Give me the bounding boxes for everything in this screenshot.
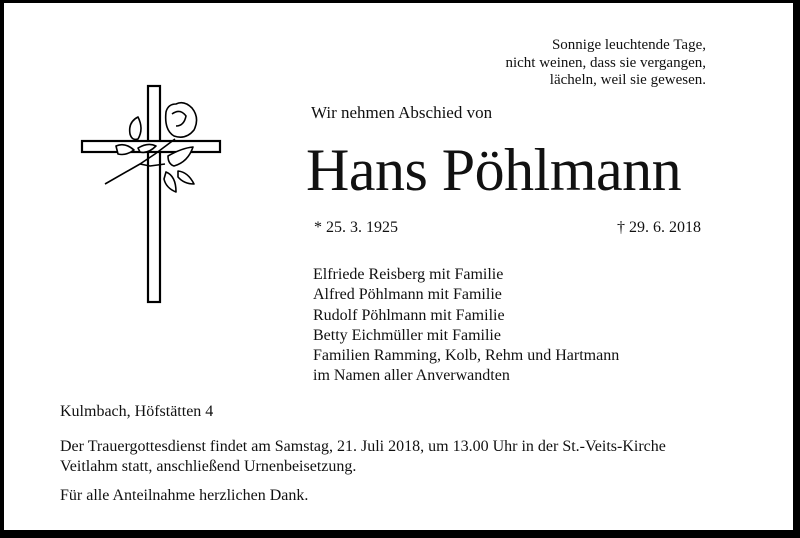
intro-text: Wir nehmen Abschied von (311, 103, 493, 122)
service-info (60, 437, 666, 477)
mourner: Elfriede Reisberg mit Familie (313, 266, 504, 283)
deceased-name: Hans Pöhlmann (306, 137, 682, 203)
motto-verse (505, 37, 706, 90)
service-line: Der Trauergottesdienst findet am Samstag, 21. Juli 2018, um 13.00 Uhr in der St.-Veits-Kirche (60, 438, 666, 455)
motto-line: Sonnige leuchtende Tage, (551, 37, 706, 53)
death-date: † 29. 6. 2018 (617, 219, 701, 236)
mourner: Betty Eichmüller mit Familie (313, 326, 501, 344)
service-line: Veitlahm statt, anschließend Urnenbeisetzung. (60, 458, 357, 475)
address: Kulmbach, Höfstätten 4 (60, 403, 214, 420)
thanks-text: Für alle Anteilnahme herzlichen Dank. (60, 487, 309, 504)
mourners-list (313, 265, 619, 387)
mourner: Rudolf Pöhlmann mit Familie (313, 306, 505, 324)
mourner: im Namen aller Anverwandten (313, 367, 510, 385)
birth-date: * 25. 3. 1925 (314, 219, 398, 236)
motto-line: lächeln, weil sie gewesen. (549, 72, 706, 88)
motto-line: nicht weinen, dass sie vergangen, (505, 54, 706, 71)
mourner: Alfred Pöhlmann mit Familie (313, 286, 502, 304)
mourner: Familien Ramming, Kolb, Rehm und Hartmann (313, 347, 620, 365)
cross-with-rose-icon (80, 84, 230, 309)
obituary-notice (4, 3, 793, 530)
